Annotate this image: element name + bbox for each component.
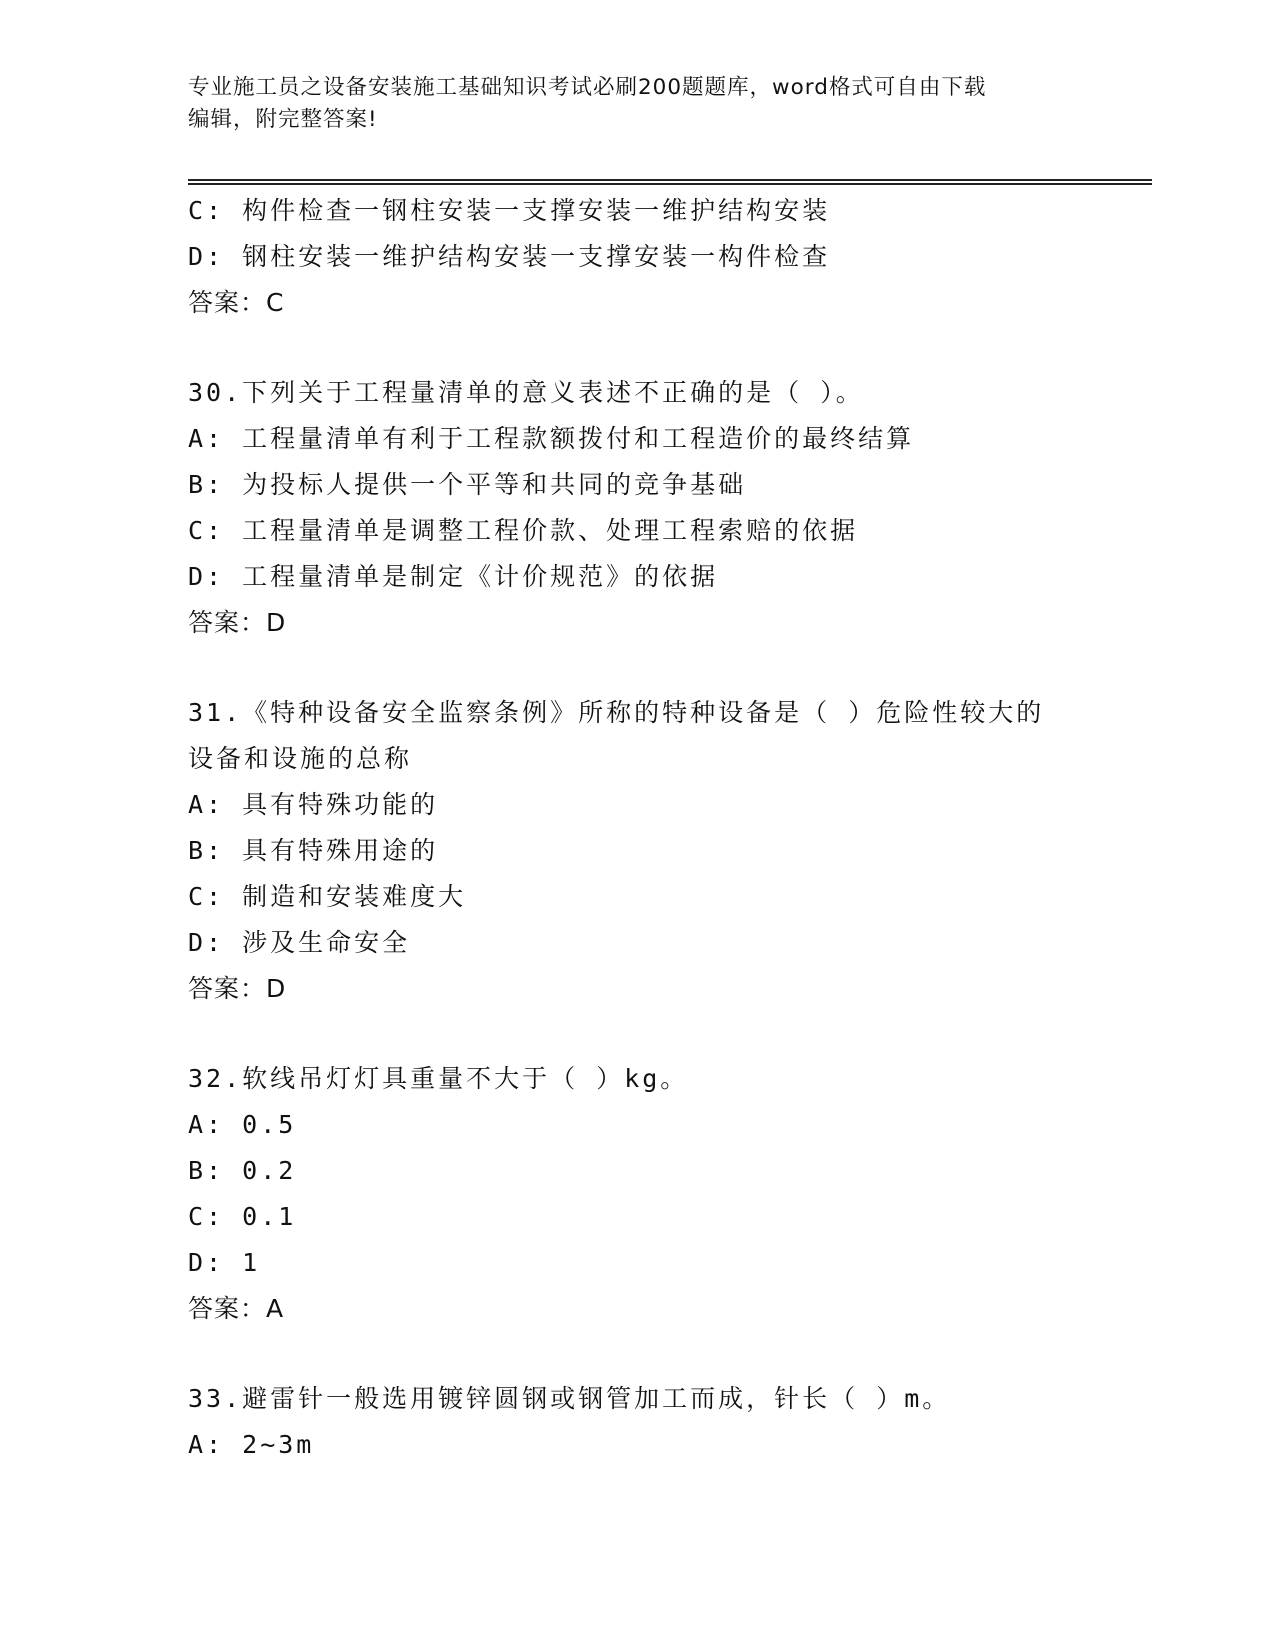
question-block-30: [188, 370, 1108, 646]
answer-label: 答案：A: [188, 1294, 285, 1323]
question-text: 33.避雷针一般选用镀锌圆钢或钢管加工而成，针长（ ）m。: [188, 1384, 951, 1413]
question-block-31: [188, 690, 1108, 1012]
option-a: A: 0.5: [188, 1110, 297, 1139]
option-b: B: 具有特殊用途的: [188, 836, 439, 865]
answer-label: 答案：D: [188, 974, 287, 1003]
option-b: B: 为投标人提供一个平等和共同的竞争基础: [188, 470, 747, 499]
question-text-line-1: 31.《特种设备安全监察条例》所称的特种设备是（ ）危险性较大的: [188, 698, 1045, 727]
option-a: A: 2~3m: [188, 1430, 315, 1459]
option-d: D: 涉及生命安全: [188, 928, 411, 957]
document-header: [188, 72, 1068, 136]
option-d: D: 钢柱安装一维护结构安装一支撑安装一构件检查: [188, 242, 831, 271]
question-text: 32.软线吊灯灯具重量不大于（ ）kg。: [188, 1064, 689, 1093]
option-a: A: 工程量清单有利于工程款额拨付和工程造价的最终结算: [188, 424, 915, 453]
question-block-32: [188, 1056, 1108, 1332]
header-divider-bottom: [188, 183, 1152, 185]
answer-label: 答案：D: [188, 608, 287, 637]
option-c: C: 工程量清单是调整工程价款、处理工程索赔的依据: [188, 516, 859, 545]
option-c: C: 0.1: [188, 1202, 297, 1231]
question-text: 30.下列关于工程量清单的意义表述不正确的是（ ）。: [188, 378, 864, 407]
header-title-line-2: 编辑，附完整答案!: [188, 107, 378, 132]
answer-label: 答案：C: [188, 288, 285, 317]
option-d: D: 工程量清单是制定《计价规范》的依据: [188, 562, 719, 591]
option-c: C: 构件检查一钢柱安装一支撑安装一维护结构安装: [188, 196, 831, 225]
question-text-line-2: 设备和设施的总称: [188, 744, 413, 773]
option-b: B: 0.2: [188, 1156, 297, 1185]
question-block-29: [188, 188, 1108, 326]
question-block-33: [188, 1376, 1108, 1468]
header-divider-top: [188, 179, 1152, 181]
option-a: A: 具有特殊功能的: [188, 790, 439, 819]
option-c: C: 制造和安装难度大: [188, 882, 467, 911]
header-title-line-1: 专业施工员之设备安装施工基础知识考试必刷200题题库，word格式可自由下载: [188, 75, 987, 100]
question-list: [188, 188, 1108, 1468]
option-d: D: 1: [188, 1248, 261, 1277]
